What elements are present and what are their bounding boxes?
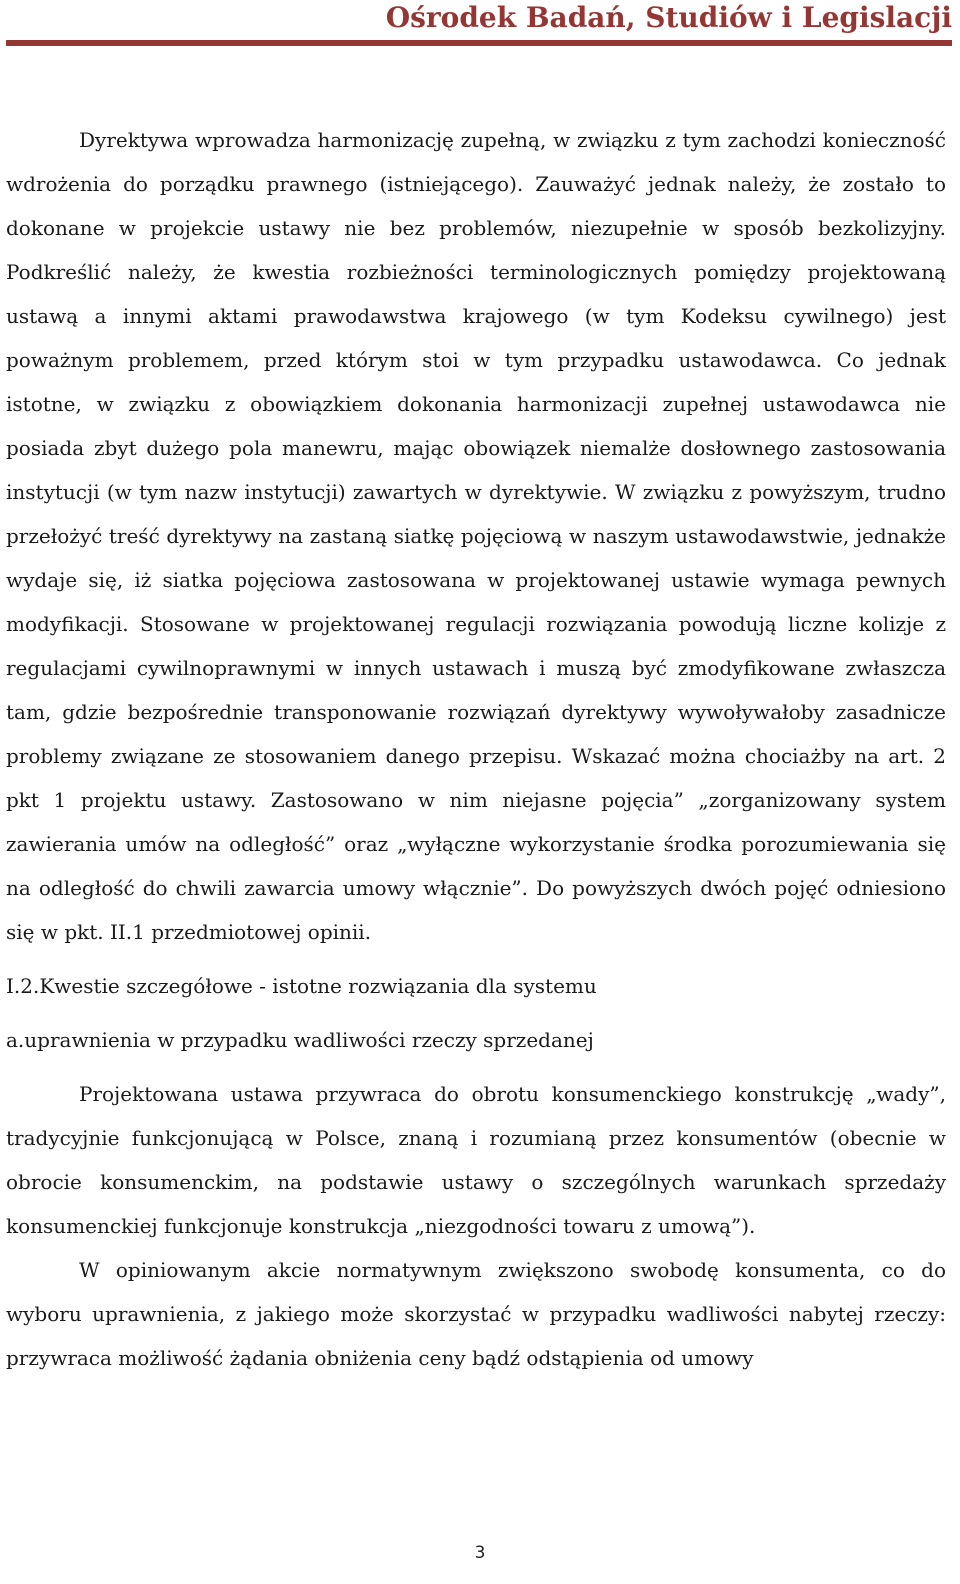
subsection-heading-a: a.uprawnienia w przypadku wadliwości rzeczy sprzedanej [6, 1028, 594, 1052]
header-title: Ośrodek Badań, Studiów i Legislacji [385, 1, 952, 34]
paragraph-2: Projektowana ustawa przywraca do obrotu konsumenckiego konstrukcję „wady”, tradycyjnie funkcjonującą w Polsce, znaną i rozumianą przez konsumentów (obecnie w obrocie konsumenckim, na podstawie ustawy o szczególnych warunkach sprzedaży konsumenckiej funkcjonuje konstrukcja „niezgodności towaru z umową”). [6, 1082, 946, 1238]
paragraph-1: Dyrektywa wprowadza harmonizację zupełną, w związku z tym zachodzi konieczność wdrożenia do porządku prawnego (istniejącego). Zauważyć jednak należy, że zostało to dokonane w projekcie ustawy nie bez problemów, niezupełnie w sposób bezkolizyjny. Podkreślić należy, że kwestia rozbieżności terminologicznych pomiędzy projektowaną ustawą a innymi aktami prawodawstwa krajowego (w tym Kodeksu cywilnego) jest poważnym problemem, przed którym stoi w tym przypadku ustawodawca. Co jednak istotne, w związku z obowiązkiem dokonania harmonizacji zupełnej ustawodawca nie posiada zbyt dużego pola manewru, mając obowiązek niemalże dosłownego zastosowania instytucji (w tym nazw instytucji) zawartych w dyrektywie. W związku z powyższym, trudno przełożyć treść dyrektywy na zastaną siatkę pojęciową w naszym ustawodawstwie, jednakże wydaje się, iż siatka pojęciowa zastosowana w projektowanej ustawie wymaga pewnych modyfikacji. Stosowane w projektowanej regulacji rozwiązania powodują liczne kolizje z regulacjami cywilnoprawnymi w innych ustawach i muszą być zmodyfikowane zwłaszcza tam, gdzie bezpośrednie transponowanie rozwiązań dyrektywy wywoływałoby zasadnicze problemy związane ze stosowaniem danego przepisu. Wskazać można chociażby na art. 2 pkt 1 projektu ustawy. Zastosowano w nim niejasne pojęcia” „zorganizowany system zawierania umów na odległość” oraz „wyłączne wykorzystanie środka porozumiewania się na odległość do chwili zawarcia umowy włącznie”. Do powyższych dwóch pojęć odniesiono się w pkt. II.1 przedmiotowej opinii. [6, 128, 946, 944]
section-heading-i2: I.2.Kwestie szczegółowe - istotne rozwiązania dla systemu [6, 974, 597, 998]
page-number: 3 [474, 1543, 486, 1563]
header-rule [6, 40, 952, 46]
document-body [6, 118, 946, 1380]
paragraph-3: W opiniowanym akcie normatywnym zwiększono swobodę konsumenta, co do wyboru uprawnienia, z jakiego może skorzystać w przypadku wadliwości nabytej rzeczy: przywraca możliwość żądania obniżenia ceny bądź odstąpienia od umowy [6, 1258, 946, 1370]
